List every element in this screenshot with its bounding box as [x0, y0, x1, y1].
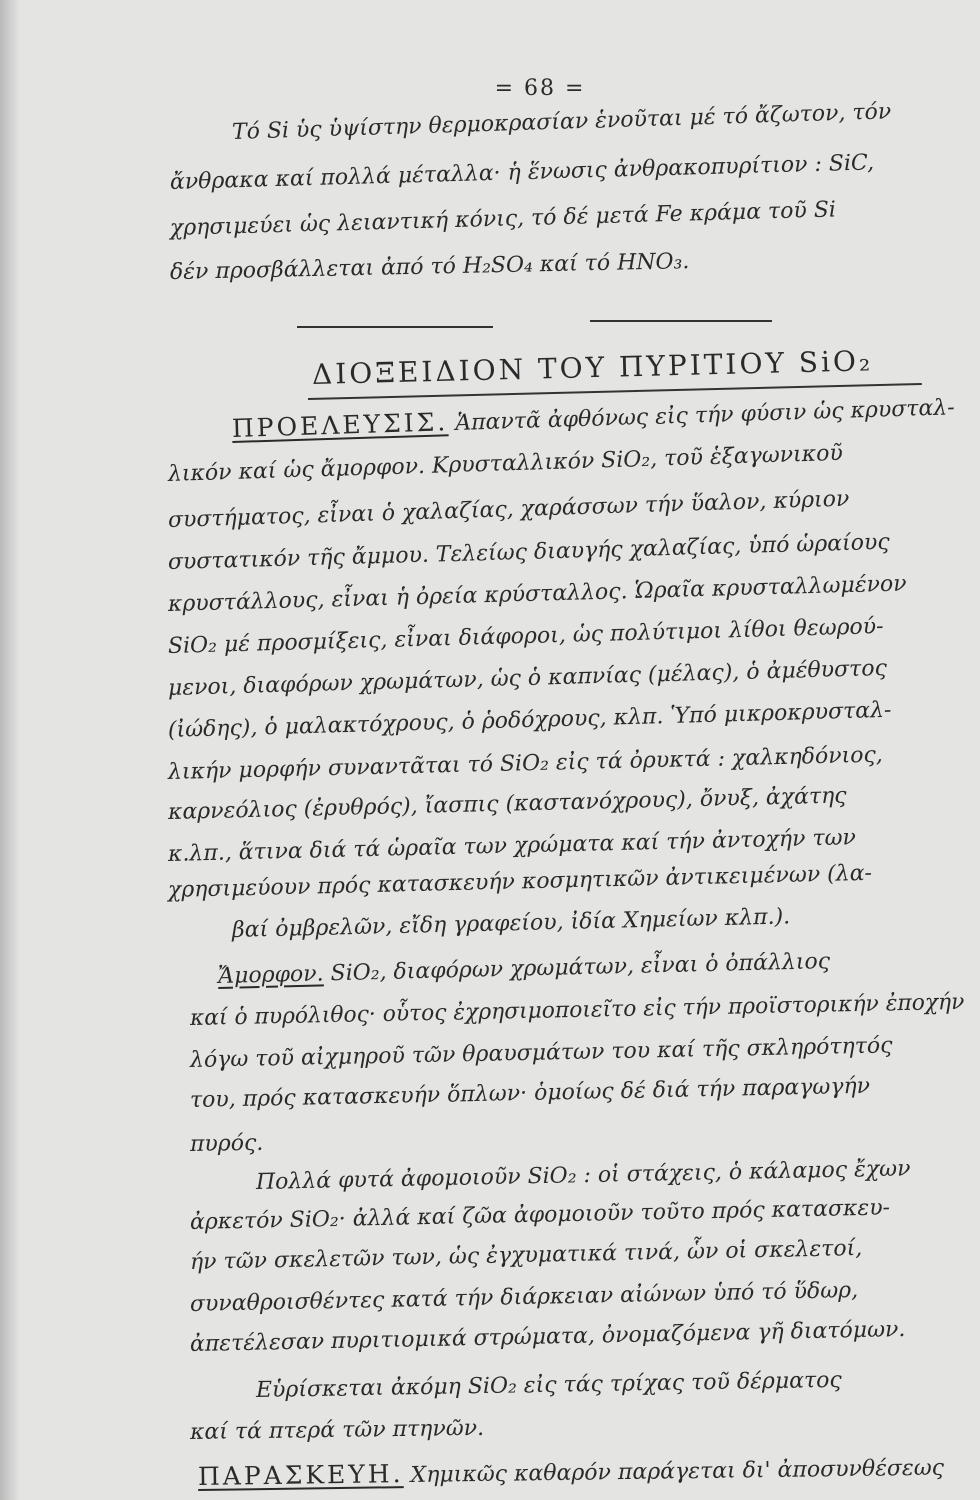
- provenance-line-4: συστατικόν τῆς ἄμμου. Τελείως διαυγής χαλαζίας, ὑπό ὡραίους: [167, 529, 890, 575]
- provenance-line-2: λικόν καί ὡς ἄμορφον. Κρυσταλλικόν SiO₂, τοῦ ἑξαγωνικοῦ: [167, 440, 844, 487]
- provenance-heading: ΠΡΟΕΛΕΥΣΙΣ.: [231, 407, 449, 443]
- preparation-heading: ΠΑΡΑΣΚΕΥΗ.: [197, 1459, 404, 1491]
- amorphous-line-1: Ἄμορφον. SiO₂, διαφόρων χρωμάτων, εἶναι ὁ ὀπάλλιος: [217, 949, 831, 989]
- separator-left: [297, 326, 493, 328]
- plants-line-5: ἀπετέλεσαν πυριτιομικά στρώματα, ὀνομαζόμενα γῆ διατόμων.: [189, 1317, 906, 1357]
- plants-line-2: ἀρκετόν SiO₂· ἀλλά καί ζῶα ἀφομοιοῦν τοῦτο πρός κατασκευ-: [189, 1195, 891, 1235]
- hair-line-2: καί τά πτερά τῶν πτηνῶν.: [189, 1415, 485, 1445]
- page-number: = 68 =: [494, 76, 586, 101]
- intro-line-3: χρησιμεύει ὡς λειαντική κόνις, τό δέ μετά Fe κράμα τοῦ Si: [169, 197, 837, 241]
- intro-line-1: Τό Si ὑς ὑψίστην θερμοκρασίαν ἑνοῦται μέ τό ἄζωτον, τόν: [231, 99, 892, 145]
- section-title: ΔΙΟΞΕΙΔΙΟΝ ΤΟΥ ΠΥΡΙΤΙΟΥ SiO₂: [311, 344, 874, 391]
- provenance-line-9: λικήν μορφήν συναντᾶται τό SiO₂ εἰς τά ὀρυκτά : χαλκηδόνιος,: [167, 742, 884, 785]
- plants-line-4: συναθροισθέντες κατά τήν διάρκειαν αἰώνων ὑπό τό ὕδωρ,: [189, 1278, 859, 1317]
- provenance-line-3: συστήματος, εἶναι ὁ χαλαζίας, χαράσσων τήν ὕαλον, κύριον: [167, 486, 850, 533]
- provenance-line-5: κρυστάλλους, εἶναι ἡ ὀρεία κρύσταλλος. Ὡραῖα κρυσταλλωμένον: [167, 571, 907, 617]
- amorphous-line-5: πυρός.: [189, 1130, 264, 1157]
- provenance-line-6: SiO₂ μέ προσμίξεις, εἶναι διάφοροι, ὡς πολύτιμοι λίθοι θεωρού-: [167, 614, 884, 659]
- provenance-line-1: ΠΡΟΕΛΕΥΣΙΣ. Ἁπαντᾶ ἀφθόνως εἰς τήν φύσιν ὡς κρυσταλ-: [231, 395, 956, 443]
- amorphous-line-3: λόγω τοῦ αἰχμηροῦ τῶν θραυσμάτων του καί τῆς σκληρότητός: [189, 1033, 893, 1073]
- intro-line-4: δέν προσβάλλεται ἀπό τό H₂SO₄ καί τό HNO₃.: [169, 249, 690, 285]
- separator-right: [590, 320, 772, 322]
- provenance-line-8: (ἰώδης), ὁ μαλακτόχρους, ὁ ῥοδόχρους, κλπ. Ὑπό μικροκρυσταλ-: [167, 697, 892, 743]
- provenance-line-11: κ.λπ., ἅτινα διά τά ὡραῖα των χρώματα καί τήν ἀντοχήν των: [167, 825, 857, 867]
- provenance-line-7: μενοι, διαφόρων χρωμάτων, ὡς ὁ καπνίας (μέλας), ὁ ἀμέθυστος: [167, 655, 888, 701]
- provenance-line-10: καρνεόλιος (ἐρυθρός), ἴασπις (καστανόχρους), ὄνυξ, ἀχάτης: [167, 783, 847, 825]
- intro-line-2: ἄνθρακα καί πολλά μέταλλα· ἡ ἕνωσις ἀνθρακοπυρίτιον : SiC,: [169, 150, 875, 195]
- provenance-line-13: βαί ὀμβρελῶν, εἴδη γραφείου, ἰδία Χημείων κλπ.).: [231, 904, 791, 943]
- plants-line-3: ήν τῶν σκελετῶν των, ὡς ἐγχυματικά τινά, ὧν οἱ σκελετοί,: [189, 1235, 863, 1275]
- plants-line-1: Πολλά φυτά ἀφομοιοῦν SiO₂ : οἱ στάχεις, ὁ κάλαμος ἔχων: [255, 1156, 911, 1195]
- amorphous-heading: Ἄμορφον.: [217, 961, 324, 989]
- amorphous-line-4: του, πρός κατασκευήν ὅπλων· ὁμοίως δέ διά τήν παραγωγήν: [189, 1073, 871, 1113]
- hair-line-1: Εὑρίσκεται ἀκόμη SiO₂ εἰς τάς τρίχας τοῦ δέρματος: [255, 1367, 842, 1403]
- amorphous-line-2: καί ὁ πυρόλιθος· οὗτος ἐχρησιμοποιεῖτο εἰς τήν προϊστορικήν ἐποχήν: [189, 989, 965, 1031]
- provenance-line-12: χρησιμεύουν πρός κατασκευήν κοσμητικῶν ἀντικειμένων (λα-: [167, 860, 873, 903]
- preparation-line: ΠΑΡΑΣΚΕΥΗ. Χημικῶς καθαρόν παράγεται δι' ἀποσυνθέσεως: [197, 1455, 945, 1491]
